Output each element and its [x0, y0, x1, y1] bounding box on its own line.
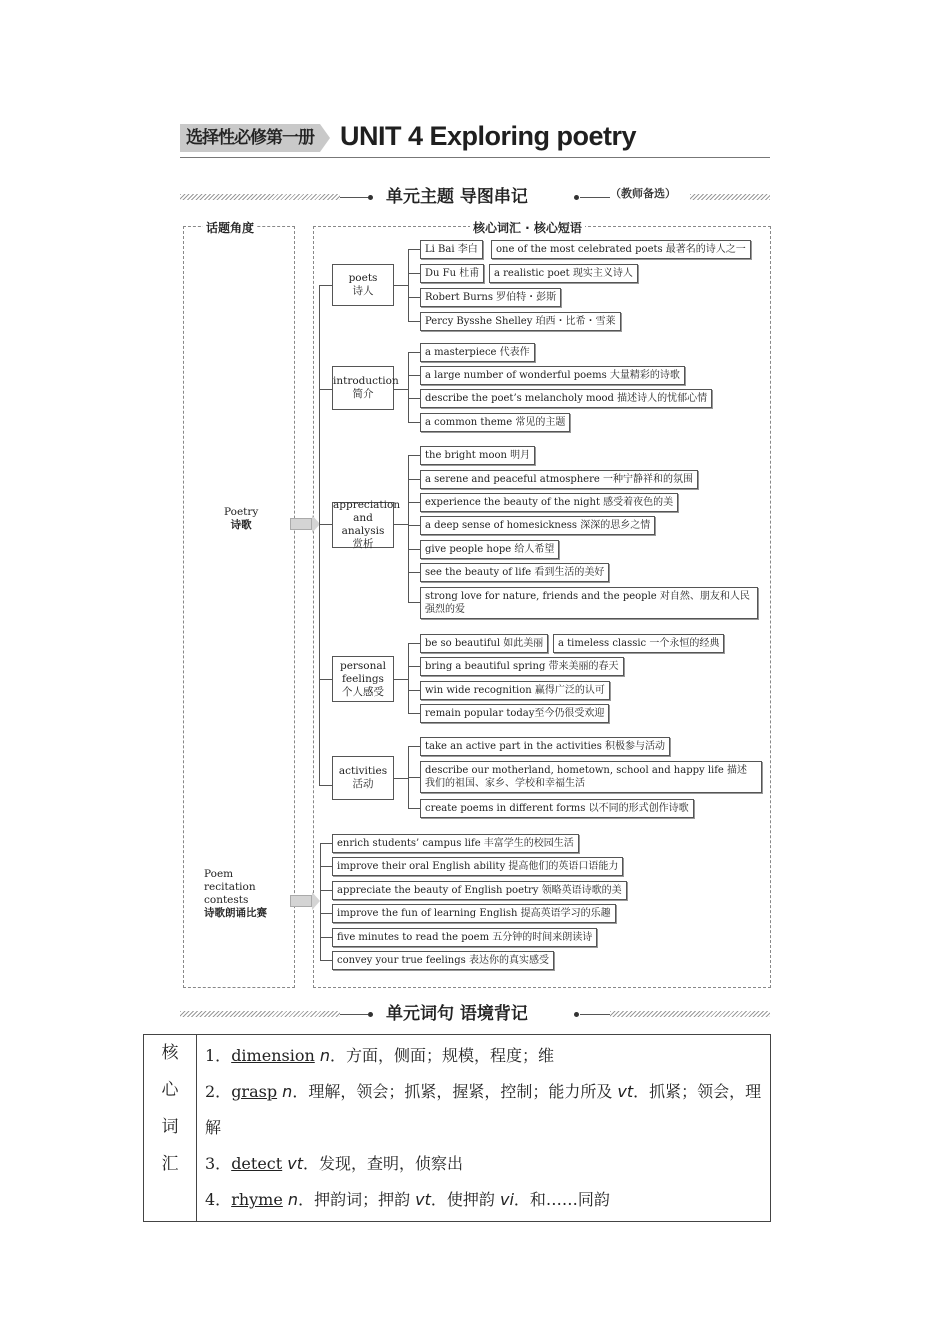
phrase-item: a realistic poet 现实主义诗人: [489, 264, 638, 283]
connector: [394, 389, 408, 390]
arrow-right-icon: [290, 518, 312, 530]
entry-number: 4．: [205, 1190, 232, 1209]
category-appreciation-zh: 赏析: [352, 538, 374, 550]
arrow-right-icon: [290, 895, 312, 907]
definition: ．和……同韵: [513, 1190, 610, 1209]
phrase-item: describe our motherland, hometown, school and happy life 描述我们的祖国、家乡、学校和幸福生活: [420, 761, 762, 793]
phrase-item: win wide recognition 赢得广泛的认可: [420, 681, 610, 700]
connector: [394, 524, 408, 525]
phrase-item: Li Bai 李白: [420, 240, 483, 259]
connector: [408, 713, 420, 714]
definition: ．方面，侧面；规模，程度；维: [330, 1046, 555, 1065]
connector: [408, 321, 420, 322]
connector: [408, 572, 420, 573]
phrase-item: improve their oral English ability 提高他们的英语口语能力: [332, 857, 623, 876]
connector: [408, 549, 420, 550]
category-personal-zh: 个人感受: [342, 685, 384, 698]
vocab-entry: [205, 1182, 762, 1218]
connector: [408, 502, 420, 503]
trunk-branch: [319, 785, 332, 786]
entry-number: 2．: [205, 1082, 232, 1101]
connector: [408, 297, 420, 298]
phrase-item: bring a beautiful spring 带来美丽的春天: [420, 657, 624, 676]
connector: [320, 843, 332, 844]
category-personal-en1: personal: [339, 659, 387, 672]
category-appreciation-en1: appreciation: [333, 499, 401, 511]
category-poets-en: poets: [348, 272, 378, 284]
category-personal-feelings: [332, 656, 394, 702]
connector: [320, 937, 332, 938]
trunk-branch: [319, 679, 332, 680]
definition: ．抓紧；领会，理解: [205, 1082, 762, 1137]
phrase-item: be so beautiful 如此美丽: [420, 634, 548, 653]
connector: [320, 890, 332, 891]
category-activities: [332, 756, 394, 800]
part-of-speech: n: [319, 1046, 330, 1065]
vocab-word: dimension: [231, 1046, 315, 1065]
connector: [408, 352, 420, 353]
entry-number: 1．: [205, 1046, 232, 1065]
phrase-item: a serene and peaceful atmosphere 一种宁静祥和的氛围: [420, 470, 698, 489]
banner-hatch-right: [610, 1011, 770, 1017]
connector: [408, 273, 420, 274]
banner-hatch-left: [180, 1011, 340, 1017]
part-of-speech: vt: [287, 1154, 304, 1173]
phrase-item: take an active part in the activities 积极参与活动: [420, 737, 670, 756]
part-of-speech: n: [282, 1082, 293, 1101]
core-vocab-table: [143, 1034, 771, 1222]
category-introduction-zh: 简介: [352, 388, 374, 400]
phrase-item: convey your true feelings 表达你的真实感受: [332, 951, 554, 970]
vocab-entry: [205, 1038, 762, 1074]
part-of-speech: vi: [500, 1190, 514, 1209]
category-personal-en2: feelings: [342, 672, 384, 685]
connector: [408, 249, 409, 321]
connector: [320, 843, 321, 960]
banner-dot: [574, 1012, 579, 1017]
definition: ．使押韵: [430, 1190, 500, 1209]
category-activities-zh: 活动: [352, 778, 374, 790]
connector: [408, 455, 409, 602]
phrase-item: enrich students’ campus life 丰富学生的校园生活: [332, 834, 579, 853]
heading-char: 汇: [161, 1154, 179, 1174]
phrase-item: appreciate the beauty of English poetry 领略英语诗歌的美: [332, 881, 627, 900]
banner-line-left: [340, 197, 368, 198]
topic-contests-en2: recitation: [204, 881, 256, 893]
connector: [408, 643, 409, 713]
heading-char: 心: [161, 1080, 179, 1100]
entry-number: 3．: [205, 1154, 232, 1173]
connector: [408, 746, 420, 747]
category-introduction-en: introduction: [333, 375, 399, 387]
connector: [394, 285, 408, 286]
connector: [408, 455, 420, 456]
definition: ．发现，查明，侦察出: [303, 1154, 464, 1173]
banner-hatch-left: [180, 194, 340, 200]
topic-poetry-zh: 诗歌: [230, 519, 252, 531]
phrase-item: a large number of wonderful poems 大量精彩的诗歌: [420, 366, 685, 385]
teacher-note: （教师备选）: [610, 187, 676, 200]
part-of-speech: vt: [415, 1190, 431, 1209]
vocab-entries: [197, 1035, 771, 1222]
connector: [394, 679, 408, 680]
connector: [408, 777, 420, 778]
heading-char: 核: [161, 1043, 179, 1063]
phrase-item: a deep sense of homesickness 深深的思乡之情: [420, 516, 655, 535]
unit-title: UNIT 4 Exploring poetry: [340, 121, 637, 151]
phrase-item: describe the poet’s melancholy mood 描述诗人的忧郁心情: [420, 389, 712, 408]
core-vocab-heading: [144, 1035, 197, 1222]
topic-contests-zh: 诗歌朗诵比赛: [204, 907, 267, 919]
phrase-item: a common theme 常见的主题: [420, 413, 570, 432]
core-vocab-label: 核心词汇 · 核心短语: [470, 219, 585, 236]
vocab-banner-title: 单元词句 语境背记: [386, 1004, 528, 1024]
vocab-entry: [205, 1074, 762, 1146]
phrase-item: strong love for nature, friends and the people 对自然、朋友和人民强烈的爱: [420, 587, 758, 619]
connector: [408, 249, 420, 250]
mindmap-banner-title: 单元主题 导图串记: [386, 187, 528, 207]
phrase-item: see the beauty of life 看到生活的美好: [420, 563, 609, 582]
phrase-item: five minutes to read the poem 五分钟的时间来朗读诗: [332, 928, 597, 947]
trunk-branch: [319, 285, 332, 286]
category-introduction: [332, 366, 399, 410]
category-activities-en: activities: [338, 765, 388, 777]
phrase-item: the bright moon 明月: [420, 446, 535, 465]
phrase-item: a timeless classic 一个永恒的经典: [553, 634, 724, 653]
connector: [408, 808, 420, 809]
phrase-item: remain popular today至今仍很受欢迎: [420, 704, 609, 723]
connector: [394, 778, 408, 779]
banner-dot: [574, 195, 579, 200]
category-poets: [332, 264, 394, 306]
banner-line-right: [580, 1014, 610, 1015]
topic-contests-en3: contests: [204, 894, 249, 906]
banner-dot: [368, 195, 373, 200]
connector: [320, 866, 332, 867]
phrase-item: Robert Burns 罗伯特・彭斯: [420, 288, 561, 307]
phrase-item: give people hope 给人希望: [420, 540, 559, 559]
phrase-item: experience the beauty of the night 感受着夜色的美: [420, 493, 678, 512]
definition: ．理解，领会；抓紧，握紧，控制；能力所及: [292, 1082, 618, 1101]
connector: [408, 525, 420, 526]
connector: [408, 690, 420, 691]
category-poets-zh: 诗人: [352, 285, 374, 297]
phrase-item: Percy Bysshe Shelley 珀西・比希・雪莱: [420, 312, 621, 331]
banner-line-left: [340, 1014, 368, 1015]
category-appreciation-en2: and analysis: [341, 512, 385, 537]
vocab-word: rhyme: [231, 1190, 283, 1209]
topic-contests-en1: Poem: [204, 868, 234, 880]
connector: [408, 666, 420, 667]
trunk-branch: [319, 389, 332, 390]
connector: [408, 422, 420, 423]
topic-poetry: [224, 506, 258, 532]
book-volume-tag: 选择性必修第一册: [180, 124, 320, 152]
phrase-item: a masterpiece 代表作: [420, 343, 535, 362]
topic-poetry-en: Poetry: [224, 506, 259, 518]
trunk-line: [319, 285, 320, 785]
heading-char: 词: [161, 1117, 179, 1137]
connector: [408, 375, 420, 376]
category-appreciation: [332, 499, 401, 550]
vocab-entry: [205, 1146, 762, 1182]
definition: ．押韵词；押韵: [298, 1190, 416, 1209]
connector: [408, 398, 420, 399]
connector: [408, 643, 420, 644]
part-of-speech: vt: [617, 1082, 634, 1101]
banner-hatch-right: [690, 194, 770, 200]
vocab-word: detect: [231, 1154, 283, 1173]
phrase-item: Du Fu 杜甫: [420, 264, 484, 283]
connector: [408, 602, 420, 603]
header-rule: [180, 157, 770, 158]
banner-dot: [368, 1012, 373, 1017]
part-of-speech: n: [287, 1190, 299, 1209]
vocab-word: grasp: [231, 1082, 278, 1101]
trunk-branch: [319, 524, 332, 525]
banner-line-right: [580, 197, 610, 198]
connector: [320, 960, 332, 961]
phrase-item: create poems in different forms 以不同的形式创作诗歌: [420, 799, 694, 818]
connector: [320, 913, 332, 914]
connector: [408, 352, 409, 422]
phrase-item: one of the most celebrated poets 最著名的诗人之一: [491, 240, 751, 259]
connector: [408, 479, 420, 480]
phrase-item: improve the fun of learning English 提高英语学习的乐趣: [332, 904, 616, 923]
topic-contests: [204, 868, 267, 920]
topic-angle-label: 话题角度: [203, 219, 257, 236]
